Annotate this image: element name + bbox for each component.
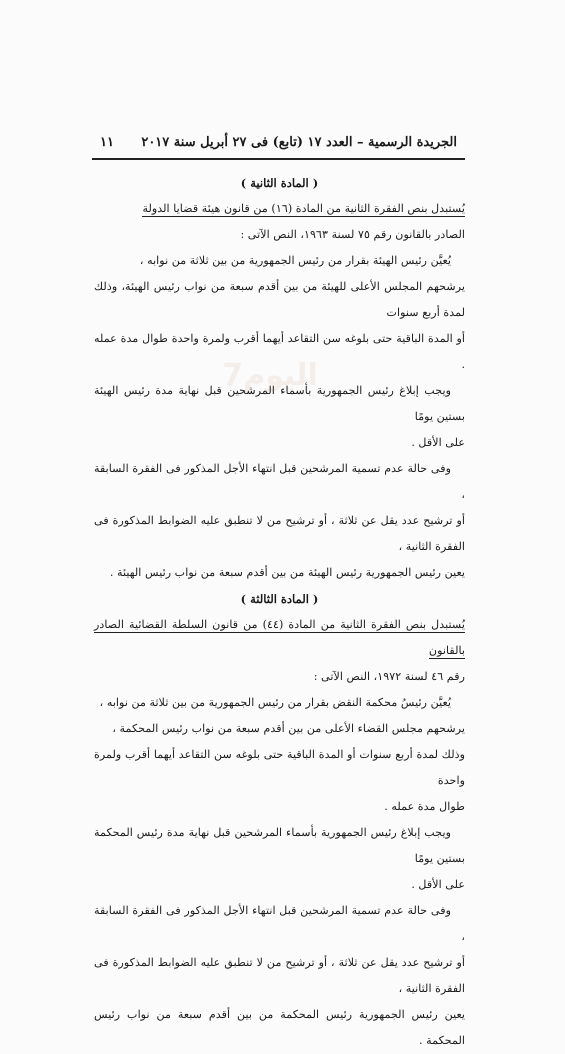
article-2-line: الصادر بالقانون رقم ٧٥ لسنة ١٩٦٣، النص الآتى : bbox=[240, 228, 465, 241]
article-3-line: وذلك لمدة أربع سنوات أو المدة الباقية حتى بلوغه سن التقاعد أيهما أقرب ولمرة واحدة bbox=[94, 748, 465, 787]
article-3-line: أو ترشيح عدد يقل عن ثلاثة ، أو ترشيح من لا تنطبق عليه الضوابط المذكورة فى الفقرة الثانية ، bbox=[94, 956, 465, 995]
article-2-heading: ( المادة الثانية ) bbox=[240, 176, 319, 190]
article-2-line: وفى حالة عدم تسمية المرشحين قبل انتهاء الأجل المذكور فى الفقرة السابقة ، bbox=[94, 462, 465, 501]
article-2-line: أو المدة الباقية حتى بلوغه سن التقاعد أيهما أقرب ولمرة واحدة طوال مدة عمله . bbox=[94, 332, 465, 371]
document-body bbox=[94, 170, 465, 1054]
page-number: ١١ bbox=[100, 134, 114, 150]
watermark-text: اليوم7 bbox=[222, 357, 318, 393]
article-3-line: يُستبدل بنص الفقرة الثانية من المادة (٤٤) من قانون السلطة القضائية الصادر بالقانون bbox=[94, 618, 465, 657]
article-2-line: ويجب إبلاغ رئيس الجمهورية بأسماء المرشحين قبل نهاية مدة رئيس الهيئة بستين يومًا bbox=[94, 384, 465, 423]
page-header bbox=[100, 130, 457, 154]
article-2-line: يعين رئيس الجمهورية رئيس الهيئة من بين أقدم سبعة من نواب رئيس الهيئة . bbox=[109, 566, 465, 579]
header-title: الجريدة الرسمية – العدد ١٧ (تابع) فى ٢٧ أبريل سنة ٢٠١٧ bbox=[141, 134, 457, 150]
article-3-heading: ( المادة الثالثة ) bbox=[240, 592, 319, 606]
article-2-line: أو ترشيح عدد يقل عن ثلاثة ، أو ترشيح من لا تنطبق عليه الضوابط المذكورة فى الفقرة الثانية ، bbox=[94, 514, 465, 553]
article-3-line: يرشحهم مجلس القضاء الأعلى من بين أقدم سبعة من نواب رئيس المحكمة ، bbox=[112, 722, 465, 735]
article-2-line: يُستبدل بنص الفقرة الثانية من المادة (١٦) من قانون هيئة قضايا الدولة bbox=[142, 202, 465, 215]
article-3-line: يعين رئيس الجمهورية رئيس المحكمة من بين أقدم سبعة من نواب رئيس المحكمة . bbox=[94, 1008, 465, 1047]
article-3-line: ويجب إبلاغ رئيس الجمهورية بأسماء المرشحين قبل نهاية مدة رئيس المحكمة بستين يومًا bbox=[94, 826, 465, 865]
article-2-line: يرشحهم المجلس الأعلى للهيئة من بين أقدم سبعة من نواب رئيس الهيئة، وذلك لمدة أربع سنوات bbox=[94, 280, 465, 319]
article-2-line: يُعيَّن رئيس الهيئة بقرار من رئيس الجمهورية من بين ثلاثة من نوابه ، bbox=[139, 254, 451, 267]
header-divider bbox=[92, 158, 465, 160]
article-2-line: على الأقل . bbox=[411, 436, 465, 449]
article-3-line: طوال مدة عمله . bbox=[384, 800, 465, 813]
article-3-line: على الأقل . bbox=[411, 878, 465, 891]
article-3-line: وفى حالة عدم تسمية المرشحين قبل انتهاء الأجل المذكور فى الفقرة السابقة ، bbox=[94, 904, 465, 943]
article-3-line: رقم ٤٦ لسنة ١٩٧٢، النص الآتى : bbox=[313, 670, 465, 683]
article-3-line: يُعيَّن رئيسُ محكمة النقض بقرار من رئيس الجمهورية من بين ثلاثة من نوابه ، bbox=[99, 696, 451, 709]
